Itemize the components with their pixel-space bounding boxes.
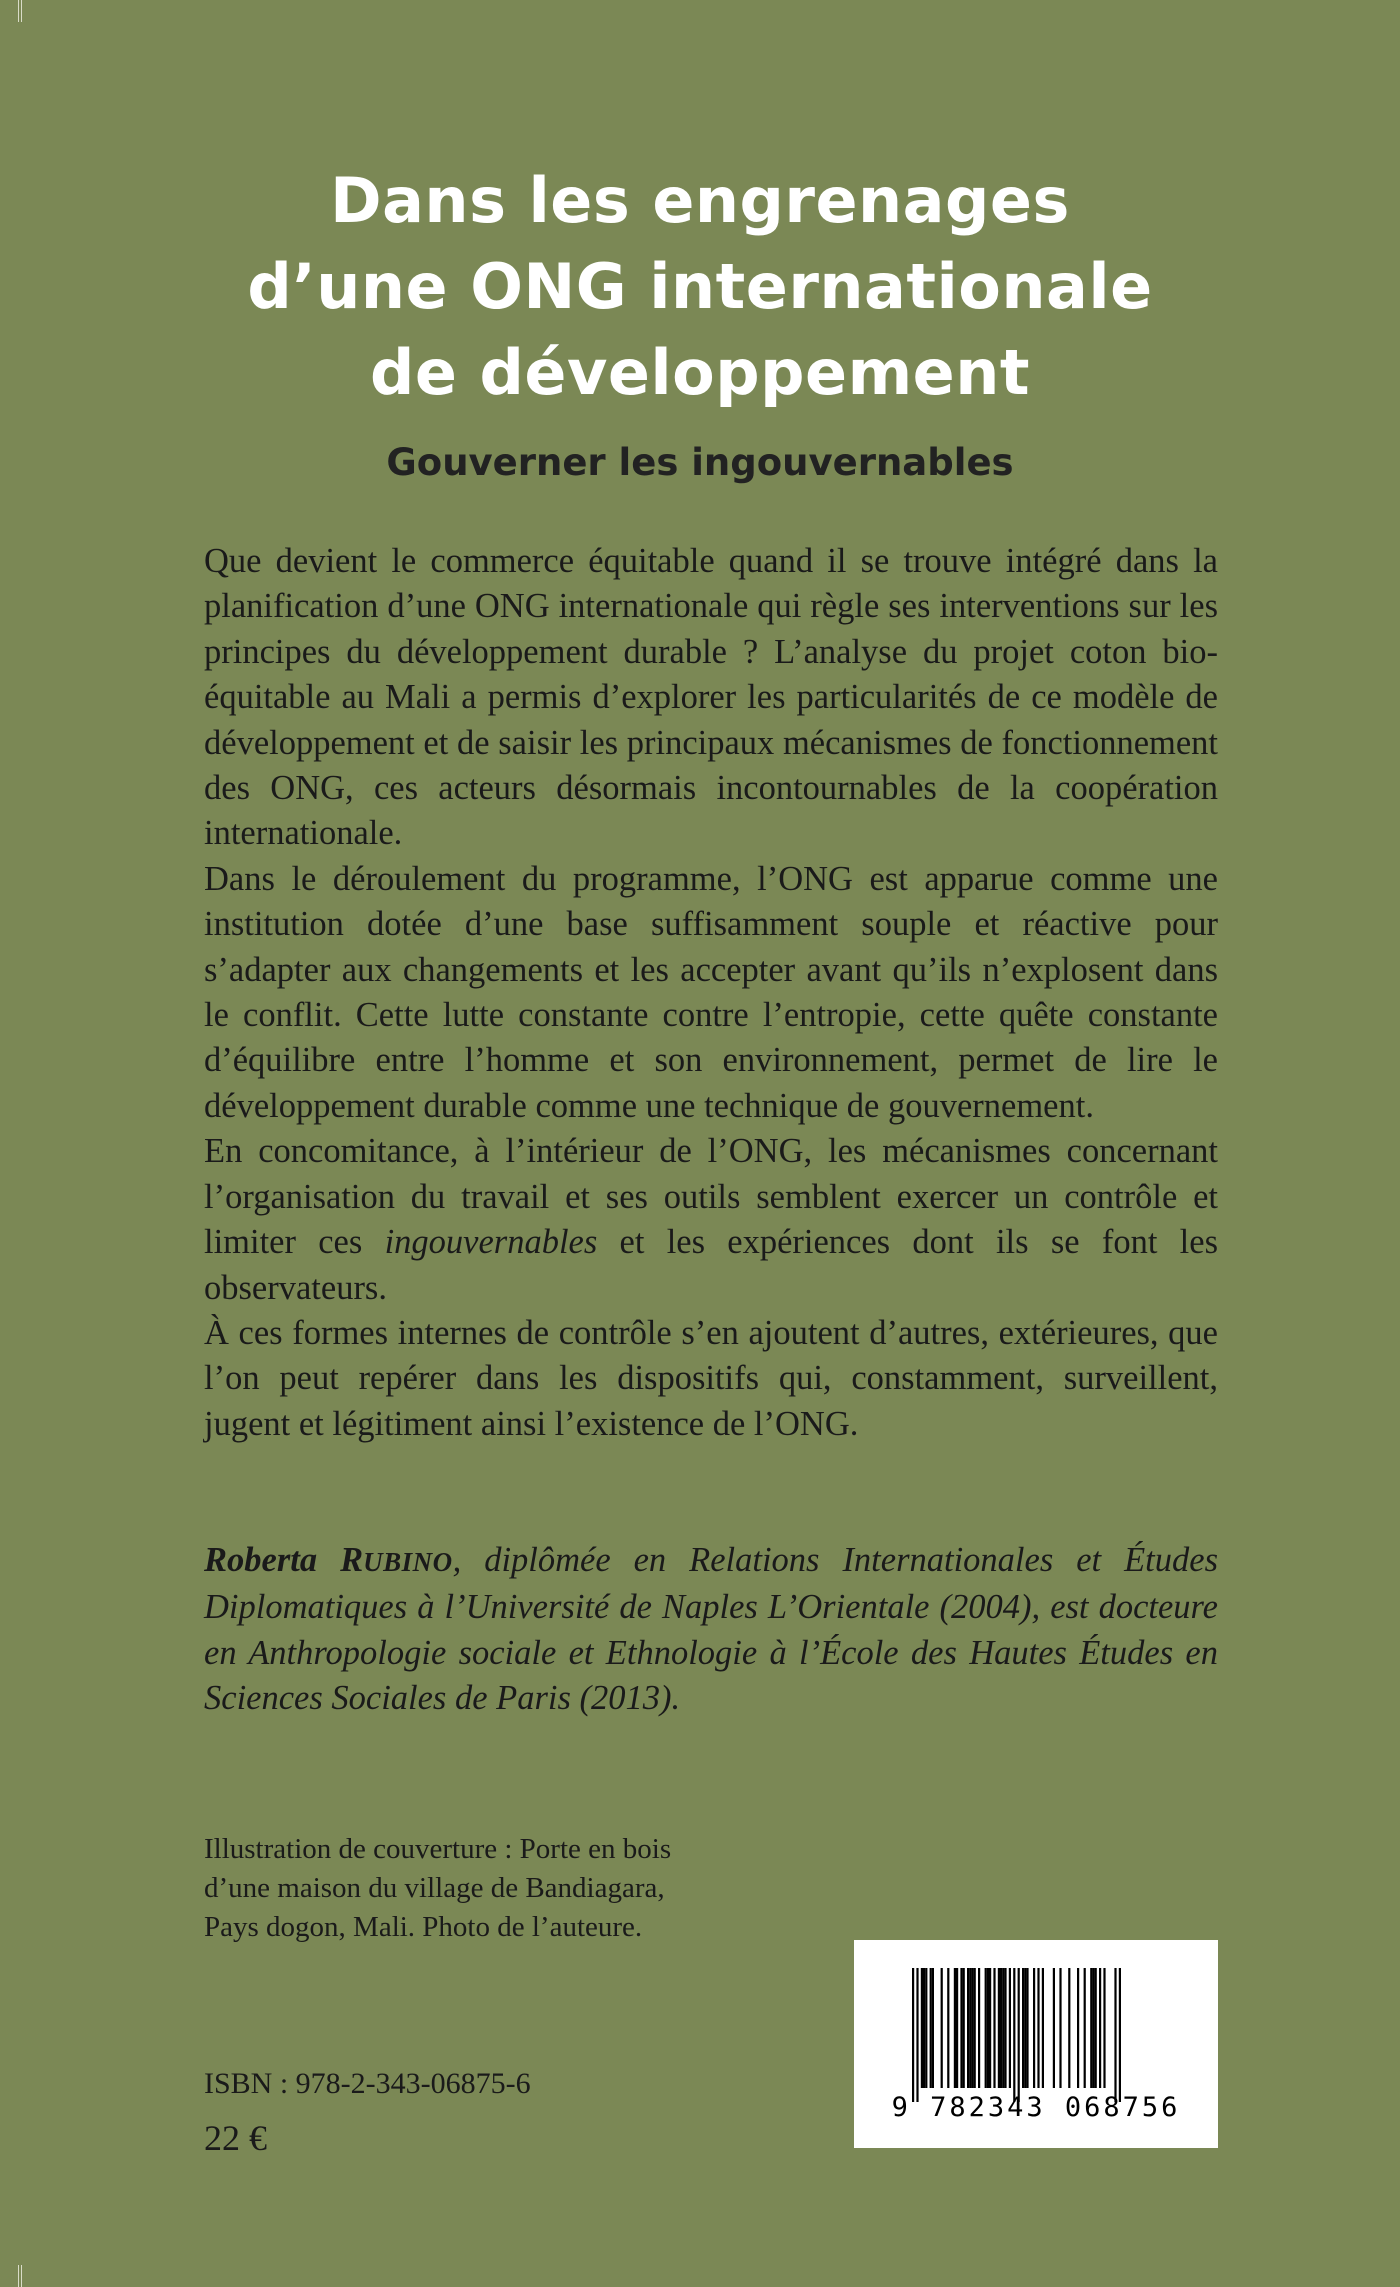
barcode-bar — [1095, 1968, 1097, 2088]
barcode-bar — [963, 1968, 965, 2088]
barcode-bar — [1018, 1968, 1020, 2102]
book-subtitle: Gouverner les ingouvernables — [386, 441, 1014, 484]
isbn: ISBN : 978-2-343-06875-6 — [204, 2067, 531, 2100]
barcode-bar — [989, 1968, 991, 2088]
barcode-bar — [998, 1968, 1000, 2088]
author-last-name-initial: R — [340, 1541, 364, 1579]
illustration-credit-line-2: d’une maison du village de Bandiagara, — [204, 1872, 665, 1904]
author-last-name-rest: UBINO — [363, 1547, 453, 1577]
illustration-credit-line-1: Illustration de couverture : Porte en bois — [204, 1833, 672, 1865]
blurb-paragraph-2: Dans le déroulement du programme, l’ONG est apparue comme une institution dotée d’une base suffisamment souple et réactive pour s’adapter aux changements et les accepter avant qu’ils n’explosent dans le conflit. Cette lutte constante contre l’entropie, cette quête constante d’équilibre entre l’homme et son environnement, permet de lire le développement durable comme une technique de gouvernement. — [204, 859, 1218, 1125]
title-line-2: d’une ONG internationale — [247, 250, 1153, 323]
price: 22 € — [204, 2118, 267, 2158]
title-line-1: Dans les engrenages — [330, 164, 1070, 237]
barcode-bar — [1033, 1968, 1035, 2088]
barcode-bar — [960, 1968, 962, 2088]
barcode-bar — [912, 1968, 914, 2102]
barcode-bar — [993, 1968, 995, 2088]
barcode-bar — [985, 1968, 987, 2088]
barcode-digits: 9 782343 068756 — [891, 2092, 1181, 2123]
barcode-bar — [1002, 1968, 1004, 2088]
author-bio-text: , diplômée en Relations Internationales et Études Diplomatiques à l’Université de Naples L’Orientale (2004), est docteure en Anthropologie sociale et Ethnologie à l’École des Hautes Études en Sciences Sociales de Paris (2013). — [204, 1541, 1218, 1718]
illustration-credit-line-3: Pays dogon, Mali. Photo de l’auteure. — [204, 1911, 643, 1943]
barcode-bar — [1004, 1968, 1006, 2088]
barcode-bar — [1026, 1968, 1028, 2088]
barcode-bar — [1068, 1968, 1070, 2088]
barcode-bar — [1092, 1968, 1094, 2088]
barcode-bar — [1022, 1968, 1024, 2088]
author-bio — [204, 1538, 1218, 1722]
blurb — [204, 539, 1218, 1447]
barcode-bar — [969, 1968, 971, 2088]
title-line-3: de développement — [370, 336, 1030, 409]
barcode-bar — [925, 1968, 927, 2088]
blurb-paragraph-3-end: et les expériences dont ils se font les observateurs. — [204, 1223, 1218, 1307]
blurb-paragraph-1: Que devient le commerce équitable quand il se trouve intégré dans la planification d’une ONG internationale qui règle ses interventions sur les principes du développement durable ? L’analyse du projet coton bio-équitable au Mali a permis d’explorer les particularités de ce modèle de développement et de saisir les principaux mécanismes de fonctionnement des ONG, ces acteurs désormais incontournables de la coopération internationale. — [204, 542, 1218, 853]
barcode-bar — [1099, 1968, 1101, 2088]
barcode-bar — [941, 1968, 943, 2088]
barcode-bar — [916, 1968, 918, 2102]
barcode-bar — [923, 1968, 925, 2088]
barcode-bar — [1000, 1968, 1002, 2088]
barcode-bar — [1077, 1968, 1079, 2088]
barcode-bar — [947, 1968, 949, 2088]
barcode-bar — [1042, 1968, 1044, 2088]
illustration-credit — [204, 1830, 764, 1947]
barcode-bar — [1053, 1968, 1055, 2088]
blurb-paragraph-3-start: En concomitance, à l’intérieur de l’ONG, les mécanismes concernant l’organisation du travail et ses outils semblent exercer un contrôle et limiter ces — [204, 1132, 1218, 1262]
book-title — [0, 158, 1400, 416]
barcode-bar — [987, 1968, 989, 2088]
barcode-bar — [954, 1968, 956, 2088]
barcode-bar — [1024, 1968, 1026, 2088]
crop-mark-top — [18, 0, 22, 22]
barcode-bar — [1059, 1968, 1061, 2088]
barcode-bar — [978, 1968, 980, 2088]
barcode-bar — [1013, 1968, 1015, 2102]
author-first-name: Roberta — [204, 1541, 341, 1579]
barcode-bar — [930, 1968, 932, 2088]
barcode-bar — [1037, 1968, 1039, 2088]
blurb-paragraph-4: À ces formes internes de contrôle s’en ajoutent d’autres, extérieures, que l’on peut repérer dans les dispositifs qui, constamment, surveillent, jugent et légitiment ainsi l’existence de l’ONG. — [204, 1313, 1218, 1443]
crop-mark-bottom — [18, 2265, 22, 2287]
barcode-bar — [956, 1968, 958, 2088]
barcode-bar — [1009, 1968, 1011, 2088]
blurb-paragraph-3 — [204, 1129, 1218, 1311]
barcode-bar — [1119, 1968, 1121, 2102]
barcode-bar — [1090, 1968, 1092, 2088]
barcode-bar — [1114, 1968, 1116, 2102]
barcode-bar — [1084, 1968, 1086, 2088]
barcode-bar — [974, 1968, 976, 2088]
barcode-bar — [971, 1968, 973, 2088]
barcode-bar — [921, 1968, 923, 2088]
barcode — [854, 1940, 1218, 2148]
barcode-bar — [932, 1968, 934, 2088]
barcode-bar — [1103, 1968, 1105, 2088]
barcode-bar — [967, 1968, 969, 2088]
blurb-emphasis: ingouvernables — [384, 1223, 598, 1262]
